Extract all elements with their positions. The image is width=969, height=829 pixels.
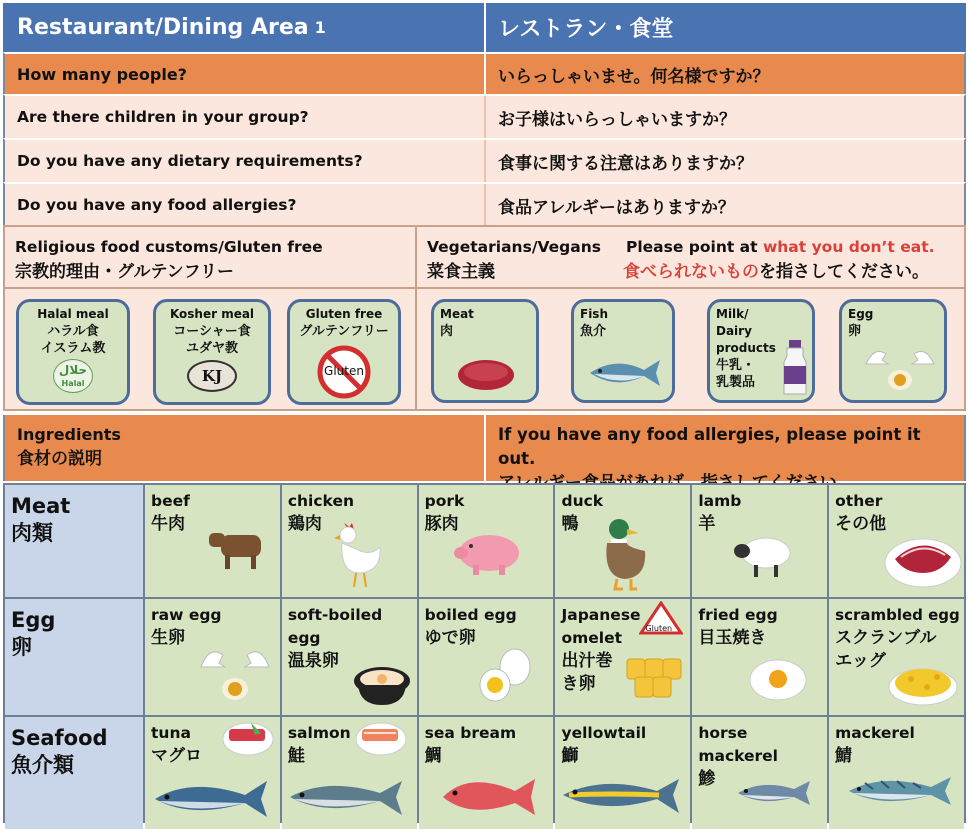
meat-label-jp: 肉 <box>440 324 454 339</box>
phrase-table <box>3 3 966 226</box>
item-label-en: soft-boiled egg <box>287 606 383 647</box>
halal-religion-jp: イスラム教 <box>40 341 106 356</box>
item-label-en: salmon <box>287 724 351 742</box>
tuna-sashimi-icon <box>221 717 275 757</box>
item-label-en: yellowtail <box>561 724 647 742</box>
no-gluten-icon <box>316 344 372 400</box>
item-label-en: Japanese omelet <box>561 606 641 647</box>
item-label-en: pork <box>424 492 465 510</box>
gluten-free-card[interactable] <box>287 299 401 405</box>
point-red-jp: 食べられないもの <box>623 262 759 282</box>
item-label-en: other <box>835 492 883 510</box>
item-label-jp: 温泉卵 <box>287 651 339 671</box>
religious-customs-section <box>5 227 417 409</box>
gluten-logo-text: Gluten <box>324 364 364 378</box>
item-label-jp: 目玉焼き <box>698 628 767 648</box>
egg-label-jp: 卵 <box>848 324 862 339</box>
chicken-icon <box>330 521 386 591</box>
item-label-en: duck <box>561 492 604 510</box>
ingredient-lamb[interactable] <box>692 485 827 597</box>
kosher-label-jp: コーシャー食 <box>173 324 251 339</box>
salmon-sashimi-icon <box>354 717 408 757</box>
category-egg <box>5 599 143 715</box>
category-label-jp: 魚介類 <box>11 753 74 777</box>
onsen-egg-bowl-icon <box>352 661 412 707</box>
cow-icon <box>205 525 269 573</box>
category-seafood <box>5 717 143 829</box>
category-label-en: Meat <box>11 494 71 518</box>
question-en: How many people? <box>5 54 486 94</box>
title-jp: レストラン・食堂 <box>498 17 674 42</box>
item-label-jp: スクランブルエッグ <box>835 628 937 671</box>
fried-egg-icon <box>748 657 808 703</box>
item-label-jp: 豚肉 <box>424 514 459 534</box>
fish-icon <box>586 356 662 390</box>
item-label-jp: 生卵 <box>151 628 185 648</box>
ingredient-duck[interactable] <box>555 485 690 597</box>
question-row <box>3 182 966 226</box>
vegetarian-heading-jp: 菜食主義 <box>427 262 495 282</box>
sea-bream-icon <box>439 769 539 821</box>
yellowtail-icon <box>559 773 683 817</box>
question-en: Are there children in your group? <box>5 96 486 138</box>
item-label-jp: 鯵 <box>698 769 716 789</box>
tuna-icon <box>151 775 271 821</box>
egg-card[interactable] <box>839 299 947 403</box>
salmon-icon <box>286 775 406 819</box>
title-en-text: Restaurant/Dining Area <box>17 15 309 40</box>
boiled-egg-icon <box>475 645 535 705</box>
category-label-en: Egg <box>11 608 56 632</box>
point-instruction-en <box>626 235 935 260</box>
question-row <box>3 138 966 182</box>
pig-icon <box>449 531 523 579</box>
fish-label-jp: 魚介 <box>580 324 607 339</box>
halal-logo-arabic: حلال <box>58 363 88 377</box>
kosher-religion-jp: ユダヤ教 <box>185 341 238 356</box>
item-label-jp: 出汁巻き卵 <box>561 651 613 694</box>
ingredient-yellowtail[interactable] <box>555 717 690 829</box>
horse-mackerel-icon <box>734 775 814 811</box>
ingredient-mackerel[interactable] <box>829 717 964 829</box>
ingredient-raw-egg[interactable] <box>145 599 280 715</box>
vegetarian-heading <box>417 227 964 289</box>
item-label-en: lamb <box>698 492 742 510</box>
ingredient-chicken[interactable] <box>282 485 417 597</box>
category-label-jp: 卵 <box>11 635 32 659</box>
item-label-jp: 鶏肉 <box>287 514 322 534</box>
allergy-instruction-en: If you have any food allergies, please point it out. <box>498 425 921 468</box>
customs-heading-en: Religious food customs/Gluten free <box>15 238 323 256</box>
item-label-en: scrambled egg <box>835 606 960 624</box>
question-en: Do you have any food allergies? <box>5 184 486 226</box>
customs-heading-jp: 宗教的理由・グルテンフリー <box>15 262 234 282</box>
question-en: Do you have any dietary requirements? <box>5 140 486 182</box>
ingredient-boiled-egg[interactable] <box>419 599 554 715</box>
item-label-en: horse mackerel <box>698 724 779 765</box>
meat-icon <box>456 358 516 392</box>
ingredient-beef[interactable] <box>145 485 280 597</box>
item-label-jp: 鯖 <box>835 746 853 766</box>
ingredient-soft-boiled-egg[interactable] <box>282 599 417 715</box>
ingredient-fried-egg[interactable] <box>692 599 827 715</box>
item-label-en: tuna <box>151 724 191 742</box>
tamagoyaki-icon <box>625 655 685 701</box>
ingredient-salmon[interactable] <box>282 717 417 829</box>
category-meat <box>5 485 143 597</box>
item-label-jp: マグロ <box>151 746 202 766</box>
dairy-card[interactable] <box>707 299 815 403</box>
ingredient-japanese-omelet[interactable] <box>555 599 690 715</box>
religious-customs-heading <box>5 227 415 289</box>
category-label-en: Seafood <box>11 726 108 750</box>
cracked-egg-icon <box>195 645 275 705</box>
ingredients-title-jp: 食材の説明 <box>17 449 102 469</box>
item-label-en: mackerel <box>835 724 915 742</box>
point-red-text: what you don’t eat. <box>762 238 935 256</box>
title-en <box>5 3 486 52</box>
point-suffix-jp: を指さしてください。 <box>759 262 929 282</box>
title-number: 1 <box>314 18 326 37</box>
ingredient-horse-mackerel[interactable] <box>692 717 827 829</box>
vegetarian-heading-en: Vegetarians/Vegans <box>427 238 601 256</box>
duck-icon <box>597 517 653 591</box>
item-label-en: raw egg <box>151 606 222 624</box>
item-label-jp: 鯛 <box>424 746 442 766</box>
ingredient-tuna[interactable] <box>145 717 280 829</box>
allergy-instruction <box>486 415 964 481</box>
kosher-logo-icon: KJ <box>187 360 237 392</box>
ingredient-sea-bream[interactable] <box>419 717 554 829</box>
halal-card[interactable] <box>16 299 130 405</box>
item-label-jp: 鰤 <box>561 746 579 766</box>
question-row <box>3 94 966 138</box>
item-label-jp: ゆで卵 <box>424 628 476 648</box>
item-label-en: sea bream <box>424 724 517 742</box>
gluten-badge-text: Gluten <box>645 624 673 633</box>
item-label-jp: 牛肉 <box>151 514 185 534</box>
question-row <box>3 52 966 94</box>
category-label-jp: 肉類 <box>11 521 53 545</box>
item-label-jp: 鴨 <box>561 514 579 534</box>
ingredient-other-meat[interactable] <box>829 485 964 597</box>
question-jp: お子様はいらっしゃいますか？ <box>498 109 736 130</box>
ingredient-grid <box>3 483 966 823</box>
halal-label-jp: ハラル食 <box>47 324 99 339</box>
dietary-block <box>3 225 966 411</box>
question-jp: いらっしゃいませ。何名様ですか？ <box>498 66 770 87</box>
ingredients-header <box>3 415 966 481</box>
item-label-en: fried egg <box>698 606 778 624</box>
question-jp: 食品アレルギーはありますか？ <box>498 197 735 218</box>
fish-label-en: Fish <box>580 307 608 321</box>
egg-label-en: Egg <box>848 307 874 321</box>
item-label-en: beef <box>151 492 190 510</box>
item-label-jp: 鮭 <box>287 746 305 766</box>
halal-logo-text: Halal <box>61 379 85 388</box>
question-jp: 食事に関する注意はありますか？ <box>498 153 753 174</box>
meat-platter-icon <box>883 527 963 589</box>
ingredient-pork[interactable] <box>419 485 554 597</box>
kosher-card[interactable] <box>153 299 271 405</box>
point-instruction-jp <box>623 260 929 285</box>
point-prefix: Please point at <box>626 238 758 256</box>
ingredients-title <box>5 415 486 481</box>
kosher-label-en: Kosher meal <box>169 307 255 321</box>
fish-card[interactable] <box>571 299 675 403</box>
gluten-free-label-en: Gluten free <box>305 307 383 321</box>
halal-label-en: Halal meal <box>37 307 109 321</box>
halal-logo-icon <box>53 359 93 393</box>
item-label-jp: 羊 <box>698 514 716 534</box>
dairy-label-jp: 牛乳・乳製品 <box>716 358 756 390</box>
item-label-jp: その他 <box>835 514 887 534</box>
ingredient-scrambled-egg[interactable] <box>829 599 964 715</box>
milk-bottle-icon <box>782 340 808 396</box>
ingredients-title-en: Ingredients <box>17 425 121 444</box>
vegetarian-section <box>417 227 964 409</box>
item-label-en: boiled egg <box>424 606 517 624</box>
gluten-free-label-jp: グルテンフリー <box>299 324 389 339</box>
scrambled-egg-icon <box>887 657 959 707</box>
meat-label-en: Meat <box>440 307 474 321</box>
item-label-en: chicken <box>287 492 354 510</box>
meat-card[interactable] <box>431 299 539 403</box>
cracked-egg-icon <box>860 344 940 394</box>
mackerel-icon <box>845 771 955 811</box>
sheep-icon <box>730 535 794 579</box>
title-row <box>3 3 966 52</box>
dairy-label-en: Milk/ Dairy products <box>716 307 776 355</box>
